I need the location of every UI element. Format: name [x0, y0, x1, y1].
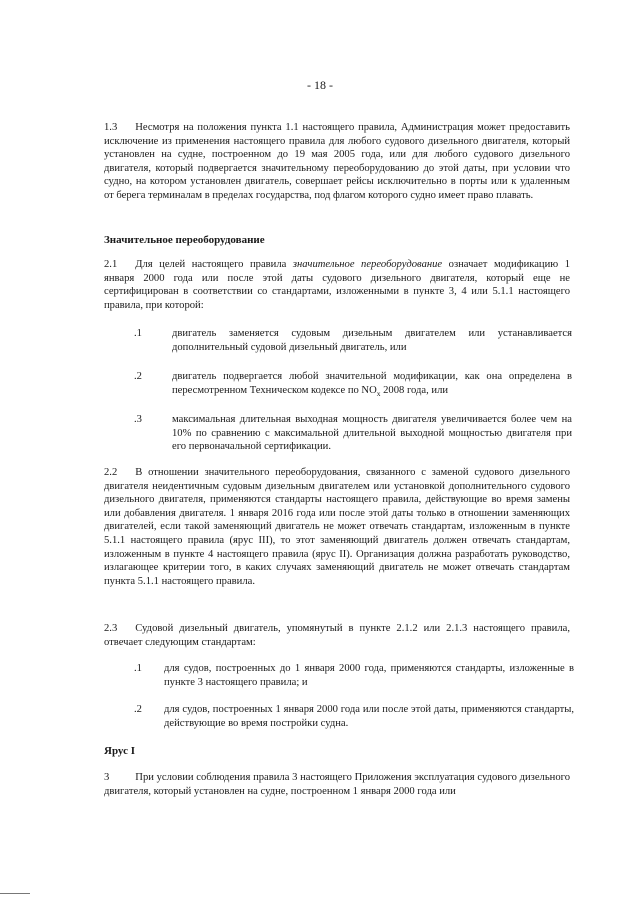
- section-heading: Значительное переоборудование: [104, 234, 265, 246]
- subitem-text: двигатель заменяется судовым дизельным двигателем или устанавливается дополнительный судовой дизельный двигатель, или: [172, 328, 572, 353]
- paragraph-number: 3: [104, 772, 110, 783]
- page-edge-mark: [0, 893, 30, 894]
- subitem-text: для судов, построенных до 1 января 2000 года, применяются стандарты, изложенные в пункте 3 настоящего правила; и: [164, 663, 574, 688]
- paragraph-text: В отношении значительного переоборудования, связанного с заменой судового дизельного двигателя неидентичным судовым дизельным двигателем или установкой дополнительного судового дизельного двигателя, применяются стандарты настоящего правила, действующие во время замены или добавления двигателя. 1 января 2016 года или после этой даты только в отношении заменяющих двигателей, если такой заменяющий двигатель не может отвечать стандартам, изложенным в пункте 5.1.1 настоящего правила (ярус III), то этот заменяющий двигатель должен отвечать стандартам, изложенным в пункте 4 настоящего правила (ярус II). Организация должна разработать руководство, излагающее критерии того, в каких случаях заменяющий двигатель не может отвечать стандартам пункта 5.1.1 настоящего правила.: [104, 467, 570, 587]
- paragraph-number: 2.2: [104, 467, 118, 478]
- subitem-number: .3: [134, 414, 142, 425]
- paragraph-1-3: [104, 121, 570, 203]
- subitem-number: .2: [134, 371, 142, 382]
- paragraph-text-continued: означает модификацию 1 января 2000 года или после этой даты судового дизельного двигателя, который еще не сертифицирован в соответствии со стандартами, изложенными в пункте 3, 4 или 5.1.1 настоящего правила, при которой:: [104, 259, 571, 311]
- paragraph-number: 2.1: [104, 259, 118, 270]
- paragraph-number: 2.3: [104, 623, 118, 634]
- paragraph-text: Судовой дизельный двигатель, упомянутый в пункте 2.1.2 или 2.1.3 настоящего правила, отвечает следующим стандартам:: [104, 623, 570, 648]
- nox-subscript: x: [376, 388, 381, 398]
- paragraph-2-1: [104, 258, 570, 312]
- subitem-number: .2: [134, 704, 142, 715]
- page-number: - 18 -: [307, 78, 333, 92]
- paragraph-3: [104, 771, 570, 798]
- paragraph-2-3: [104, 622, 570, 649]
- subitem-number: .1: [134, 663, 142, 674]
- paragraph-text: При условии соблюдения правила 3 настоящего Приложения эксплуатация судового дизельного двигателя, который установлен на судне, построенном 1 января 2000 года или: [104, 772, 570, 797]
- subitem-number: .1: [134, 328, 142, 339]
- subitem-text: для судов, построенных 1 января 2000 года или после этой даты, применяются стандарты, действующие во время постройки судна.: [164, 704, 574, 729]
- section-heading: Ярус I: [104, 745, 135, 757]
- paragraph-number: 1.3: [104, 122, 118, 133]
- paragraph-2-2: [104, 466, 570, 588]
- paragraph-text: Несмотря на положения пункта 1.1 настоящего правила, Администрация может предоставить исключение из применения настоящего правила для любого судового дизельного двигателя, который установлен на судне, построенном до 19 мая 2005 года, или для любого судового дизельного двигателя, который подвергается значительному переоборудованию до этой даты, при условии что судно, на котором установлен двигатель, совершает рейсы исключительно в порты или к удаленным от берега терминалам в пределах государства, под флагом которого судно имеет право плавать.: [104, 122, 570, 201]
- defined-term: значительное переоборудование: [292, 259, 443, 270]
- subitem-text: максимальная длительная выходная мощность двигателя увеличивается более чем на 10% по сравнению с максимальной длительной выходной мощностью двигателя при его первоначальной сертификации.: [172, 414, 572, 453]
- subitem-text: двигатель подвергается любой значительной модификации, как она определена в пересмотренном Техническом кодексе по $NO_x$ 2008 года, или: [172, 371, 572, 398]
- paragraph-text: Для целей настоящего правила: [135, 259, 293, 270]
